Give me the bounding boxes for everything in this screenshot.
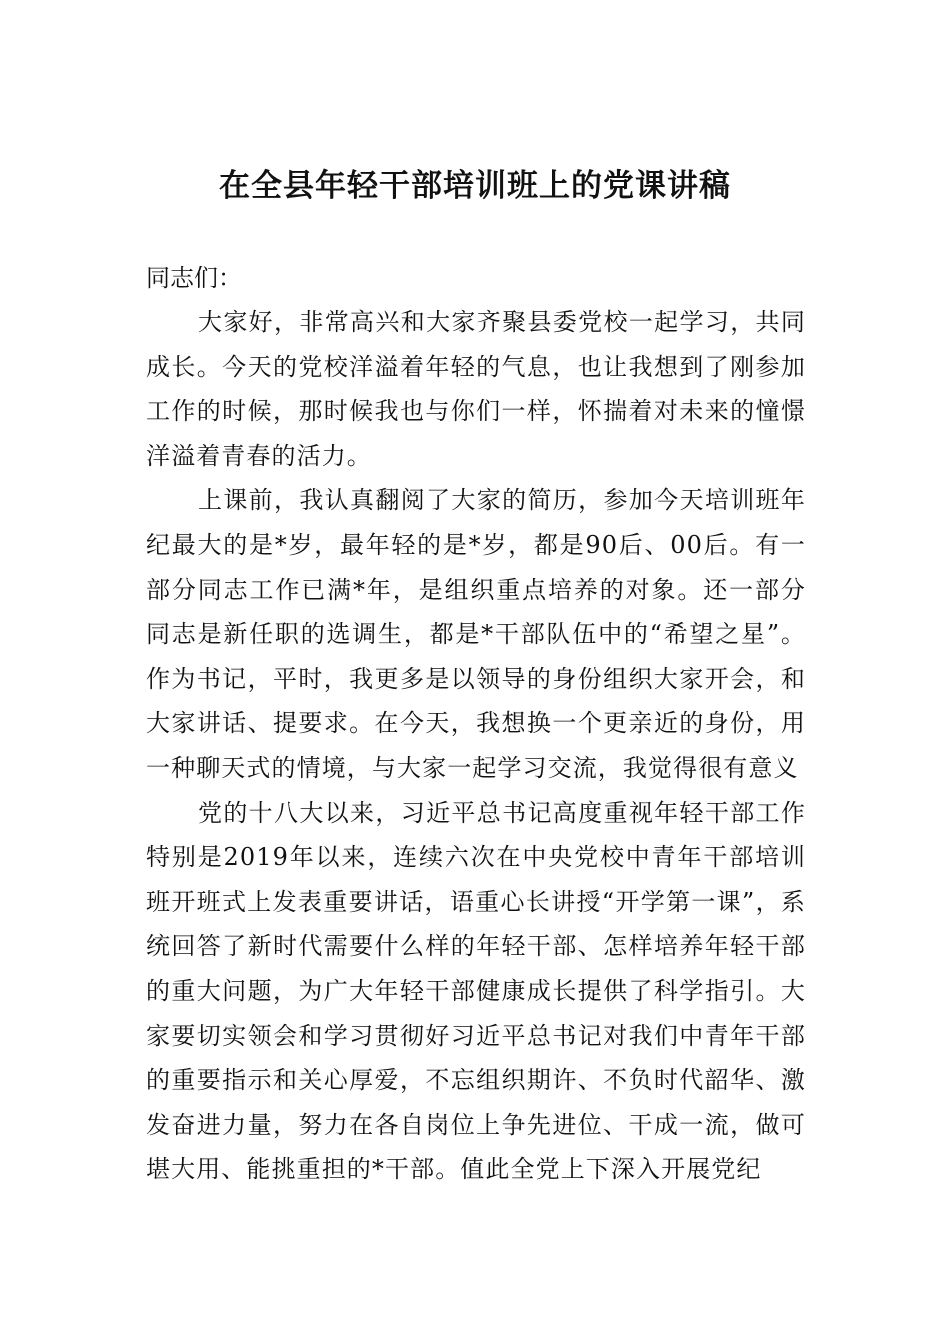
document-body xyxy=(146,256,806,1192)
paragraph-guidance: 党的十八大以来，习近平总书记高度重视年轻干部工作特别是2019年以来，连续六次在中央党校中青年干部培训班开班式上发表重要讲话，语重心长讲授“开学第一课”，系统回答了新时代需要什么样的年轻干部、怎样培养年轻干部的重大问题，为广大年轻干部健康成长提供了科学指引。大家要切实领会和学习贯彻好习近平总书记对我们中青年干部的重要指示和关心厚爱，不忘组织期许、不负时代韶华、激发奋进力量，努力在各自岗位上争先进位、干成一流，做可堪大用、能挑重担的*干部。值此全党上下深入开展党纪 xyxy=(146,798,806,1184)
paragraph-introduction: 上课前，我认真翻阅了大家的简历，参加今天培训班年纪最大的是*岁，最年轻的是*岁，都是90后、00后。有一部分同志工作已满*年，是组织重点培养的对象。还一部分同志是新任职的选调生，都是*干部队伍中的“希望之星”。作为书记，平时，我更多是以领导的身份组织大家开会，和大家讲话、提要求。在今天，我想换一个更亲近的身份，用一种聊天式的情境，与大家一起学习交流，我觉得很有意义 xyxy=(146,486,806,782)
salutation: 同志们： xyxy=(146,264,242,292)
paragraph-greeting: 大家好，非常高兴和大家齐聚县委党校一起学习，共同成长。今天的党校洋溢着年轻的气息，也让我想到了刚参加工作的时候，那时候我也与你们一样，怀揣着对未来的憧憬洋溢着青春的活力。 xyxy=(146,308,806,470)
document-title: 在全县年轻干部培训班上的党课讲稿 xyxy=(219,168,731,204)
